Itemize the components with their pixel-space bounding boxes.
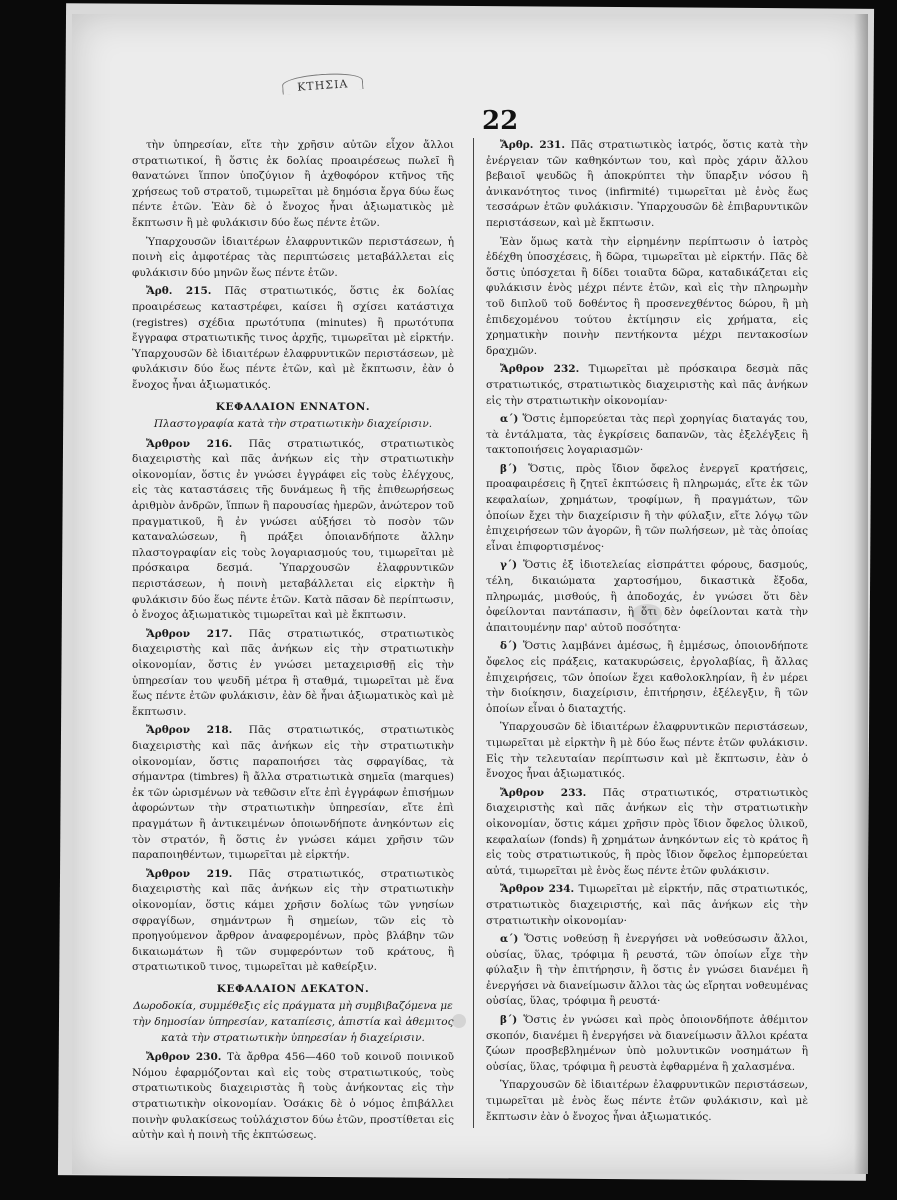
article-text: Ὑπαρχουσῶν ἰδιαιτέρων ἐλαφρυντικῶν περιστάσεων, ἡ ποινὴ εἰς ἀμφοτέρας τὰς περιπτώσεις μεταβάλλεται εἰς φυλάκισιν δύο μηνῶν ἕως πέντε ἐτῶν. bbox=[132, 235, 454, 279]
article-text: Τὰ ἄρθρα 456—460 τοῦ κοινοῦ ποινικοῦ Νόμου ἐφαρμόζονται καὶ εἰς τοὺς στρατιωτικούς, τοὺς στρατιωτικοὺς διαχειριστὰς ἢ τοὺς ἀνήκοντας εἰς τὴν στρατιωτικὴν οἰκονομίαν. Ὁσάκις δὲ ὁ νόμος ἐπιβάλλει ποινὴν φυλακίσεως τοὐλάχιστον δύω ἐτῶν, προστίθεται εἰς αὐτὴν καὶ ἡ ποινὴ τῆς ἐκπτώσεως. bbox=[132, 1051, 455, 1142]
chapter-heading: ΚΕΦΑΛΑΙΟΝ ΕΝΝΑΤΟΝ. bbox=[215, 400, 371, 413]
ink-blot bbox=[452, 1014, 466, 1028]
chapter-subtitle: Πλαστογραφία κατὰ τὴν στρατιωτικὴν διαχείρισιν. bbox=[153, 418, 433, 431]
article-paragraph bbox=[486, 720, 808, 782]
article-number: δ΄) bbox=[500, 640, 518, 653]
article-paragraph bbox=[486, 138, 808, 232]
article-text: Τιμωρεῖται μὲ εἱρκτήν, πᾶς στρατιωτικός, στρατιωτικὸς διαχειριστής, καὶ πᾶς ἀνήκων εἰς τὴν στρατιωτικὴν οἰκονομίαν· bbox=[486, 883, 808, 927]
article-text: Ὅστις ἐμπορεύεται τὰς περὶ χορηγίας διαταγάς του, τὰ ἐντάλματα, τὰς ἐγκρίσεις δαπανῶν, τὰς ἐξελέγξεις ἢ τακτοποιήσεις λογαριασμῶν· bbox=[486, 413, 809, 457]
article-paragraph bbox=[132, 723, 454, 863]
article-text: Ὅστις ἐν γνώσει καὶ πρὸς ὁποιονδήποτε ἀθέμιτον σκοπόν, διανέμει ἢ ἐνεργήσει νὰ διανείμωσιν ἄλλοι κρέατα ζώων προσβεβλημένων ὑπὸ μολυντικῶν νοσημάτων ἢ οὐσίας, ὕλας, τρόφιμα ἢ ρευστὰ ἐφθαρμένα ἢ χαλασμένα. bbox=[486, 1014, 808, 1073]
article-number: Ἄρθρον 230. bbox=[146, 1051, 222, 1064]
page-edge-shadow bbox=[854, 14, 868, 1174]
article-paragraph bbox=[486, 639, 808, 717]
article-paragraph bbox=[132, 627, 454, 721]
article-paragraph bbox=[486, 1013, 808, 1075]
article-number: Ἄρθρ. 231. bbox=[500, 139, 565, 151]
article-text: Ὅστις λαμβάνει ἀμέσως, ἢ ἐμμέσως, ὁποιονδήποτε ὄφελος εἰς πράξεις, κατακυρώσεις, ἐργολαβίας, ἢ ἄλλας ἐπιχειρήσεις, τῶν ὁποίων ἔχει καθολοκληρίαν, ἢ ἐν μέρει τὴν διοίκησιν, διαχείρισιν, ἐπιτήρησιν, ἐξέλεγξιν, ἢ τῶν ὁποίων εἶναι ὁ διαταχτής. bbox=[486, 640, 808, 715]
page-number: 22 bbox=[482, 106, 519, 136]
article-number: γ΄) bbox=[500, 559, 518, 572]
article-text: Ὑπαρχουσῶν δὲ ἰδιαιτέρων ἐλαφρυντικῶν περιστάσεων, τιμωρεῖται μὲ ἑνὸς ἕως πέντε ἐτῶν φυλάκισιν, καὶ μὲ ἔκπτωσιν ἐὰν ὁ ἔνοχος ἦναι ἀξιωματικός. bbox=[486, 1079, 808, 1123]
article-paragraph bbox=[132, 235, 454, 282]
article-paragraph bbox=[132, 437, 454, 624]
article-text: Ὑπαρχουσῶν δὲ ἰδιαιτέρων ἐλαφρυντικῶν περιστάσεων, τιμωρεῖται μὲ εἱρκτὴν ἢ μὲ δύο ἕως πέντε ἐτῶν φυλάκισιν. Εἰς τὴν τελευταίαν περίπτωσιν καὶ μὲ ἔκπτωσιν, ἐὰν ὁ ἔνοχος ἦναι ἀξιωματικός. bbox=[486, 721, 808, 781]
column-divider bbox=[473, 138, 474, 1128]
article-paragraph bbox=[486, 1078, 808, 1125]
article-number: α΄) bbox=[500, 933, 519, 946]
article-paragraph bbox=[486, 882, 808, 929]
article-paragraph bbox=[486, 558, 808, 636]
article-text: Πᾶς στρατιωτικός, στρατιωτικὸς διαχειριστὴς καὶ πᾶς ἀνήκων εἰς τὴν στρατιωτικὴν οἰκονομίαν, ὅστις ἐν γνώσει ἐγγράφει εἰς τοὺς ἐλέγχους, εἰς τὰς καταστάσεις τῆς δυνάμεως ἢ τῆς ἐπιθεωρήσεως ἀριθμὸν ἀνδρῶν, ἵππων ἢ παρουσίας ἡμερῶν, ἀνώτερον τοῦ πραγματικοῦ, ἢ ἐν γνώσει αὐξήσει τὸ ποσὸν τῶν καταναλώσεων, ἢ πράξει ὁποιανδήποτε ἄλλην πλαστογραφίαν εἰς τοὺς λογαριασμούς του, τιμωρεῖται μὲ πρόσκαιρα δεσμά. Ὑπαρχουσῶν ἐλαφρυντικῶν περιστάσεων, ἡ ποινὴ μεταβάλλεται εἰς εἱρκτὴν ἢ φυλάκισιν δύο ἕως πέντε ἐτῶν. Κατὰ πᾶσαν δὲ περίπτωσιν, ὁ ἔνοχος ἀξιωματικὸς τιμωρεῖται καὶ μὲ ἔκπτωσιν. bbox=[132, 437, 455, 622]
article-text: Ὅστις νοθεύσῃ ἢ ἐνεργήσει νὰ νοθεύσωσιν ἄλλοι, οὐσίας, ὕλας, τρόφιμα ἢ ρευστά, τῶν ὁποίων εἶχε τὴν φύλαξιν ἢ τὴν ἐπιτήρησιν, ἢ ὅστις ἐν γνώσει διανέμει ἢ ἐνεργήσει νὰ διανείμωσιν ἄλλοι τὰς ὡς εἴρηται νοθευμένας οὐσίας, ὕλας, τρόφιμα ἢ ρευστά· bbox=[486, 933, 808, 1008]
article-text: Ἐὰν ὅμως κατὰ τὴν εἰρημένην περίπτωσιν ὁ ἰατρὸς ἐδέχθη ὑποσχέσεις, ἢ δῶρα, τιμωρεῖται μὲ εἱρκτήν. Πᾶς δὲ ὅστις ὑπόσχεται ἢ δίδει τοιαῦτα δῶρα, καταδικάζεται εἰς φυλάκισιν ἑνὸς μέχρι πέντε ἐτῶν, καὶ εἰς τὴν πληρωμὴν τοῦ διπλοῦ τοῦ δοθέντος ἢ προσενεχθέντος δώρου, ἢ μὴ ἐπιδεχομένου τούτου ἐκτίμησιν εἰς χρήματα, εἰς χρηματικὴν ποινὴν πεντήκοντα μέχρι πεντακοσίων δραχμῶν. bbox=[486, 235, 808, 357]
article-paragraph bbox=[486, 412, 808, 459]
article-text: Τιμωρεῖται μὲ πρόσκαιρα δεσμὰ πᾶς στρατιωτικός, στρατιωτικὸς διαχειριστὴς καὶ πᾶς ἀνήκων εἰς τὴν στρατιωτικὴν οἰκονομίαν· bbox=[486, 363, 809, 407]
article-text: Πᾶς στρατιωτικός, ὅστις ἐκ δολίας προαιρέσεως καταστρέφει, καίσει ἢ σχίσει κατάστιχα (registres) σχέδια πρωτότυπα (minutes) ἢ πρωτότυπα ἔγγραφα στρατιωτικῆς τινος ἀρχῆς, τιμωρεῖται μὲ εἱρκτήν. Ὑπαρχουσῶν δὲ ἰδιαιτέρων ἐλαφρυντικῶν περιστάσεων, μὲ φυλάκισιν δύο ἕως πέντε ἐτῶν, καὶ μὲ ἔκπτωσιν, ἐὰν ὁ ἔνοχος ἦναι ἀξιωματικός. bbox=[132, 285, 455, 391]
document-page bbox=[72, 14, 868, 1174]
article-paragraph bbox=[132, 284, 454, 393]
article-paragraph bbox=[486, 786, 808, 880]
article-number: Ἄρθρον 216. bbox=[146, 437, 233, 450]
article-paragraph bbox=[132, 138, 454, 232]
article-paragraph bbox=[486, 462, 808, 556]
library-stamp: ΚΤΗΣΙΑ bbox=[281, 71, 363, 95]
article-paragraph bbox=[132, 1050, 454, 1144]
article-paragraph bbox=[486, 235, 808, 360]
article-number: β΄) bbox=[500, 1014, 518, 1027]
article-text: τὴν ὑπηρεσίαν, εἴτε τὴν χρῆσιν αὐτῶν εἶχον ἄλλοι στρατιωτικοί, ἢ ὅστις ἐκ δολίας προαιρέσεως πωλεῖ ἢ θανατώνει ἵππον ὑποζύγιον ἢ ἀχθοφόρον κτῆνος τῆς χρήσεως τοῦ στρατοῦ, τιμωρεῖται μὲ δημόσια ἔργα δύω ἕως πέντε ἐτῶν. Ἐὰν δὲ ὁ ἔνοχος ἦναι ἀξιωματικὸς μὲ ἔκπτωσιν ἢ μὲ φυλάκισιν δύο ἕως πέντε ἐτῶν. bbox=[132, 139, 454, 229]
article-text: Ὅστις, πρὸς ἴδιον ὄφελος ἐνεργεῖ κρατήσεις, προαφαιρέσεις ἢ ζητεῖ ἐκπτώσεις ἢ πληρωμάς, εἴτε ἐκ τῶν κεφαλαίων, χρημάτων, τροφίμων, ἢ πραγμάτων, τῶν ὁποίων ἔχει τὴν διαχείρισιν ἢ τὴν φύλαξιν, εἴτε λόγῳ τῶν ἐπιχειρήσεων τῶν ἀγορῶν, ἢ τῶν πωλήσεων, μὲ τὰς ὁποίας εἶναι ἐπιφορτισμένος· bbox=[486, 462, 808, 553]
article-number: Ἄρθρον 219. bbox=[146, 867, 233, 880]
article-number: Ἄρθρον 233. bbox=[500, 786, 587, 799]
article-text: Πᾶς στρατιωτικός, στρατιωτικὸς διαχειριστὴς καὶ πᾶς ἀνήκων εἰς τὴν στρατιωτικὴν οἰκονομίαν, ὅστις παραποιήσει τὰς σφραγίδας, τὰ σήμαντρα (timbres) ἢ ἄλλα στρατιωτικὰ σημεῖα (marques) ἐκ τῶν ὡρισμένων νὰ τεθῶσιν εἴτε ἐπὶ ἐγγράφων ἐπισήμων ἀφορώντων τὴν στρατιωτικὴν ὑπηρεσίαν, εἴτε ἐπὶ πραγμάτων ἢ ἀντικειμένων ὁποιωνδήποτε ἀνηκόντων εἰς τὸν στρατόν, ἢ ὅστις ἐν γνώσει κάμει χρῆσιν τῶν παραποιηθέντων, τιμωρεῖται μὲ εἱρκτήν. bbox=[132, 724, 455, 862]
article-text: Πᾶς στρατιωτικός, στρατιωτικὸς διαχειριστὴς καὶ πᾶς ἀνήκων εἰς τὴν στρατιωτικὴν οἰκονομίαν, ὅστις ἐν γνώσει μεταχειρισθῇ εἰς τὴν ὑπηρεσίαν του ψευδῆ μέτρα ἢ σταθμά, τιμωρεῖται μὲ ἕνα ἕως πέντε ἐτῶν φυλάκισιν, ἐὰν δὲ ἦναι ἀξιωματικὸς καὶ μὲ ἔκπτωσιν. bbox=[132, 627, 455, 718]
article-number: β΄) bbox=[500, 462, 518, 475]
right-column bbox=[486, 138, 808, 1128]
chapter-heading: ΚΕΦΑΛΑΙΟΝ ΔΕΚΑΤΟΝ. bbox=[216, 982, 370, 995]
article-text: Πᾶς στρατιωτικὸς ἰατρός, ὅστις κατὰ τὴν ἐνέργειαν τῶν καθηκόντων του, καὶ πρὸς χάριν ἄλλου βεβαιοῖ ψευδῶς ἢ ἀποκρύπτει τὴν ὕπαρξιν νόσου ἢ ἀνικανότητος τινος (infirmité) τιμωρεῖται μὲ ἑνὸς ἕως τεσσάρων ἐτῶν φυλάκισιν. Ὑπαρχουσῶν δὲ ἐπιβαρυντικῶν περιστάσεων, καὶ μὲ ἔκπτωσιν. bbox=[486, 139, 808, 229]
article-paragraph bbox=[486, 362, 808, 409]
article-number: Ἄρθ. 215. bbox=[146, 285, 212, 298]
article-number: Ἄρθρον 217. bbox=[146, 627, 233, 640]
article-number: Ἄρθρον 218. bbox=[146, 724, 233, 737]
article-text: Πᾶς στρατιωτικός, στρατιωτικὸς διαχειριστὴς καὶ πᾶς ἀνήκων εἰς τὴν στρατιωτικὴν οἰκονομίαν, ὅστις κάμει χρῆσιν δολίως τῶν γνησίων σφραγίδων, σημάντρων ἢ σημείων, τῶν εἰς τὸ προηγούμενον ἄρθρον ἀναφερομένων, πρὸς βλάβην τῶν δικαιωμάτων ἢ τῶν συμφερόντων τοῦ κράτους, ἢ στρατιωτικοῦ τινος, τιμωρεῖται μὲ καθείρξιν. bbox=[132, 867, 455, 974]
chapter-subtitle: Δωροδοκία, συμμέθεξις εἰς πράγματα μὴ συμβιβαζόμενα με τὴν δημοσίαν ὑπηρεσίαν, καταπίεσις, ἀπιστία καὶ ἀθεμιτος κατὰ τὴν στρατιωτικὴν ὑπηρεσίαν ἡ διαχείρισιν. bbox=[132, 1000, 454, 1044]
article-paragraph bbox=[486, 932, 808, 1010]
article-text: Ὅστις ἐξ ἰδιοτελείας εἰσπράττει φόρους, δασμούς, τέλη, δικαιώματα χαρτοσήμου, δικαστικὰ ἔξοδα, πληρωμάς, μισθούς, ἢ ἀποδοχάς, ἐν γνώσει ὅτι δὲν ὀφείλονται παντάπασιν, ἢ ὅτι δὲν ὀφείλονται κατὰ τὴν ἀπαιτουμένην παρ' αὐτοῦ ποσότητα· bbox=[486, 559, 808, 634]
article-paragraph bbox=[132, 867, 454, 976]
article-number: Ἄρθρον 232. bbox=[500, 363, 580, 376]
article-number: Ἄρθρον 234. bbox=[500, 883, 575, 896]
left-column bbox=[132, 138, 454, 1147]
article-number: α΄) bbox=[500, 413, 519, 426]
article-text: Πᾶς στρατιωτικός, στρατιωτικὸς διαχειριστὴς καὶ πᾶς ἀνήκων εἰς τὴν στρατιωτικὴν οἰκονομίαν, ὅστις κάμει χρῆσιν πρὸς ἴδιον ὄφελος ὑλικοῦ, κεφαλαίων (fonds) ἢ χρημάτων ἀνηκόντων εἰς τὸ κράτος ἢ εἰς τοὺς στρατιωτικούς, ἢ πρὸς ἴδιον ὄφελος ἐμπορεύεται αὐτά, τιμωρεῖται μὲ ἑνὸς ἕως πέντε ἐτῶν φυλάκισιν. bbox=[486, 786, 809, 877]
